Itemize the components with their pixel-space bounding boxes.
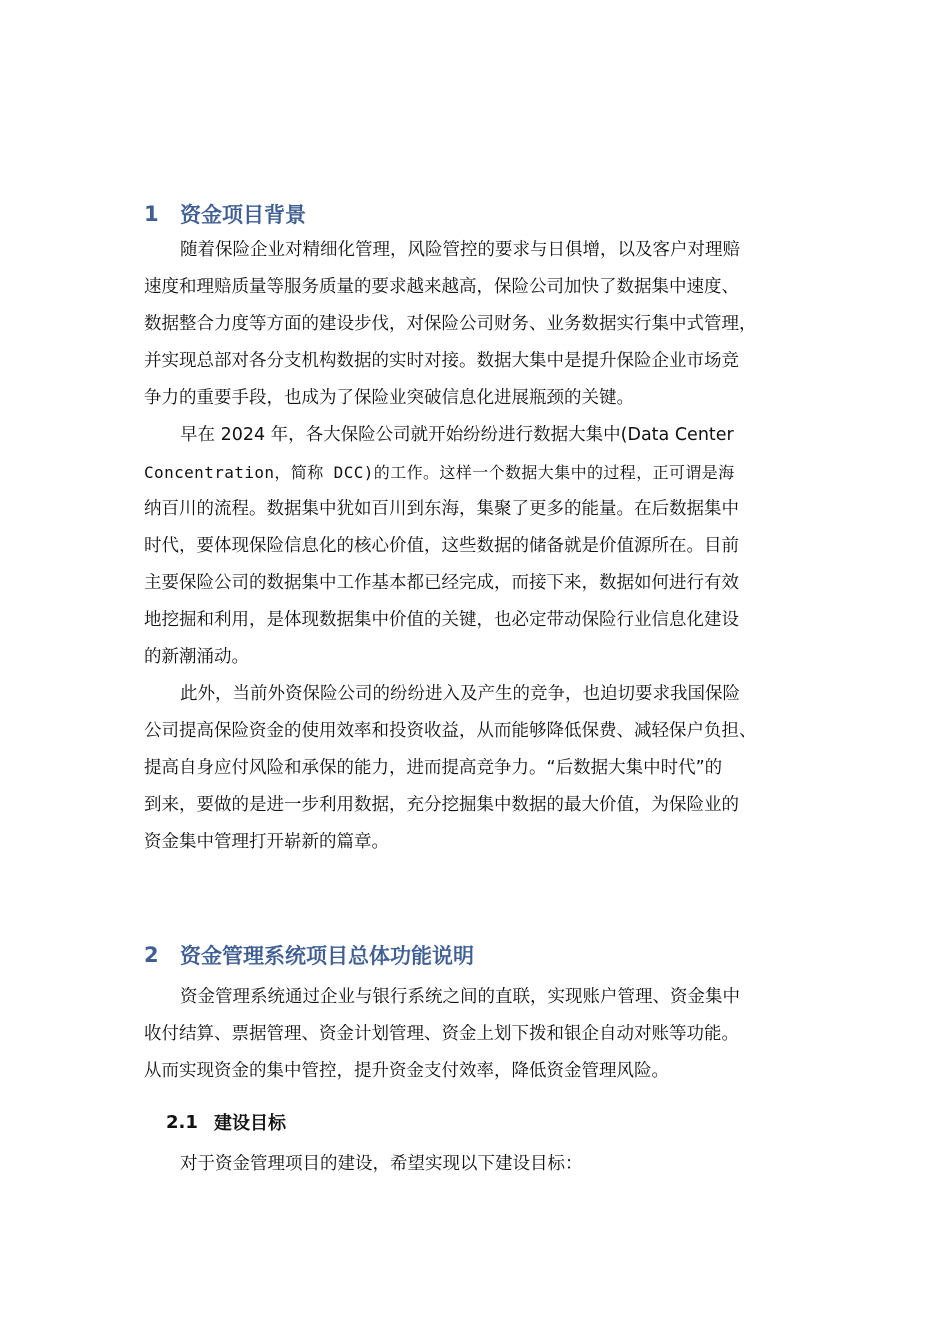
subsection-2-1-paragraph xyxy=(144,1146,824,1183)
text-line: 主要保险公司的数据集中工作基本都已经完成，而接下来，数据如何进行有效 xyxy=(144,573,739,593)
text-line: 对于资金管理项目的建设，希望实现以下建设目标： xyxy=(180,1154,583,1174)
subsection-2-1-title: 建设目标 xyxy=(214,1113,286,1134)
subsection-2-1-number: 2.1 xyxy=(166,1111,198,1133)
section-2-number: 2 xyxy=(144,943,159,967)
text-line: 公司提高保险资金的使用效率和投资收益，从而能够降低保费、减轻保户负担、 xyxy=(144,721,757,741)
section-2-paragraph xyxy=(144,979,824,1090)
text-line: Concentration，简称 DCC)的工作。这样一个数据大集中的过程，正可谓是海 xyxy=(144,463,735,482)
text-line: 地挖掘和利用，是体现数据集中价值的关键，也必定带动保险行业信息化建设 xyxy=(144,610,739,630)
subsection-2-1-heading xyxy=(166,1109,286,1135)
section-1-title: 资金项目背景 xyxy=(180,203,306,227)
section-2-title: 资金管理系统项目总体功能说明 xyxy=(180,944,474,968)
text-line: 的新潮涌动。 xyxy=(144,647,249,667)
text-line: 争力的重要手段，也成为了保险业突破信息化进展瓶颈的关键。 xyxy=(144,388,634,408)
section-1-heading xyxy=(144,199,306,229)
text-line: 收付结算、票据管理、资金计划管理、资金上划下拨和银企自动对账等功能。 xyxy=(144,1024,739,1044)
text-line: 从而实现资金的集中管控，提升资金支付效率，降低资金管理风险。 xyxy=(144,1061,669,1081)
text-line: 到来，要做的是进一步利用数据，充分挖掘集中数据的最大价值，为保险业的 xyxy=(144,795,739,815)
text-line: 此外，当前外资保险公司的纷纷进入及产生的竞争，也迫切要求我国保险 xyxy=(180,684,740,704)
text-line: 速度和理赔质量等服务质量的要求越来越高，保险公司加快了数据集中速度、 xyxy=(144,277,739,297)
section-1-paragraph-2 xyxy=(144,417,824,676)
section-1-number: 1 xyxy=(144,202,159,226)
section-2-heading xyxy=(144,940,474,970)
section-1-paragraph-3 xyxy=(144,676,824,861)
text-line: 数据整合力度等方面的建设步伐，对保险公司财务、业务数据实行集中式管理， xyxy=(144,314,757,334)
text-line: 纳百川的流程。数据集中犹如百川到东海，集聚了更多的能量。在后数据集中 xyxy=(144,499,739,519)
text-line: 时代，要体现保险信息化的核心价值，这些数据的储备就是价值源所在。目前 xyxy=(144,536,739,556)
text-line: 早在 2024 年，各大保险公司就开始纷纷进行数据大集中(Data Center xyxy=(180,425,734,445)
section-1-paragraph-1 xyxy=(144,232,824,417)
text-line: 资金集中管理打开崭新的篇章。 xyxy=(144,832,389,852)
text-line: 提高自身应付风险和承保的能力，进而提高竞争力。“后数据大集中时代”的 xyxy=(144,758,723,778)
text-line: 随着保险企业对精细化管理，风险管控的要求与日俱增，以及客户对理赔 xyxy=(180,240,740,260)
text-line: 并实现总部对各分支机构数据的实时对接。数据大集中是提升保险企业市场竞 xyxy=(144,351,739,371)
text-line: 资金管理系统通过企业与银行系统之间的直联，实现账户管理、资金集中 xyxy=(180,987,740,1007)
